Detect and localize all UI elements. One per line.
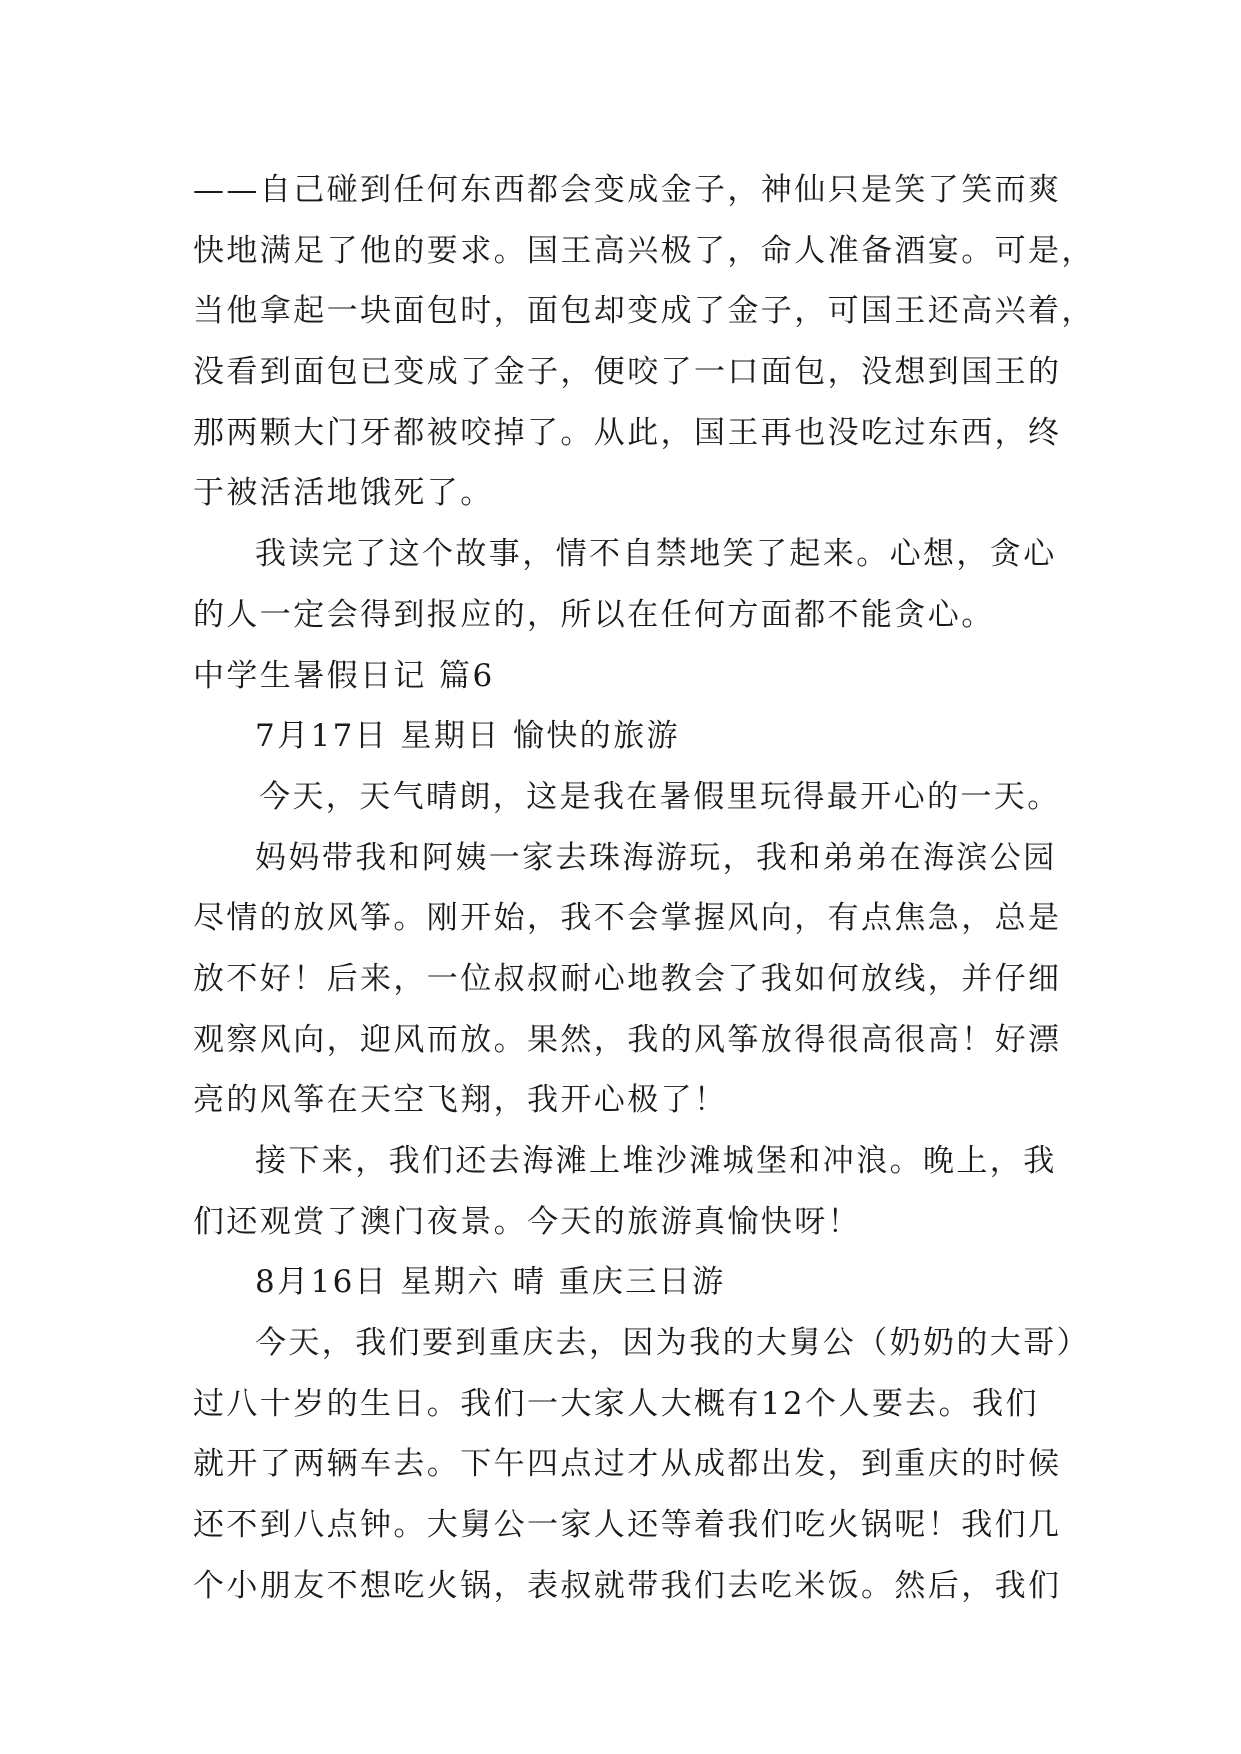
text-line: 我读完了这个故事，情不自禁地笑了起来。心想，贪心 bbox=[255, 536, 1057, 573]
text-line: 就开了两辆车去。下午四点过才从成都出发，到重庆的时候 bbox=[193, 1446, 1062, 1483]
text-line: 过八十岁的生日。我们一大家人大概有12个人要去。我们 bbox=[193, 1385, 1039, 1422]
text-line: ——自己碰到任何东西都会变成金子，神仙只是笑了笑而爽 bbox=[193, 172, 1062, 208]
document-body bbox=[193, 160, 1095, 1617]
text-line: 8月16日 星期六 晴 重庆三日游 bbox=[255, 1264, 726, 1301]
text-line: 接下来，我们还去海滩上堆沙滩城堡和冲浪。晚上，我 bbox=[255, 1143, 1057, 1179]
text-line: 中学生暑假日记 篇6 bbox=[193, 657, 495, 694]
text-line: 放不好！后来，一位叔叔耐心地教会了我如何放线，并仔细 bbox=[193, 960, 1062, 997]
text-line: 那两颗大门牙都被咬掉了。从此，国王再也没吃过东西，终 bbox=[193, 414, 1062, 451]
text-line: 们还观赏了澳门夜景。今天的旅游真愉快呀！ bbox=[193, 1203, 861, 1240]
text-line: 亮的风筝在天空飞翔，我开心极了！ bbox=[193, 1082, 728, 1119]
text-line: 还不到八点钟。大舅公一家人还等着我们吃火锅呢！我们几 bbox=[193, 1507, 1062, 1544]
text-line: 观察风向，迎风而放。果然，我的风筝放得很高很高！好漂 bbox=[193, 1021, 1062, 1058]
text-line: 7月17日 星期日 愉快的旅游 bbox=[255, 718, 680, 755]
text-line: 个小朋友不想吃火锅，表叔就带我们去吃米饭。然后，我们 bbox=[193, 1567, 1062, 1604]
text-line: 的人一定会得到报应的，所以在任何方面都不能贪心。 bbox=[193, 596, 995, 633]
text-line: 没看到面包已变成了金子，便咬了一口面包，没想到国王的 bbox=[193, 354, 1062, 391]
text-line: 快地满足了他的要求。国王高兴极了，命人准备酒宴。可是， bbox=[193, 232, 1095, 269]
text-line: 今天，天气晴朗，这是我在暑假里玩得最开心的一天。 bbox=[259, 778, 1061, 815]
text-line: 今天，我们要到重庆去，因为我的大舅公（奶奶的大哥） bbox=[255, 1325, 1090, 1362]
text-line: 于被活活地饿死了。 bbox=[193, 475, 494, 512]
text-line: 当他拿起一块面包时，面包却变成了金子，可国王还高兴着， bbox=[193, 293, 1095, 330]
text-line: 尽情的放风筝。刚开始，我不会掌握风向，有点焦急，总是 bbox=[193, 900, 1062, 937]
text-line: 妈妈带我和阿姨一家去珠海游玩，我和弟弟在海滨公园 bbox=[255, 839, 1057, 876]
